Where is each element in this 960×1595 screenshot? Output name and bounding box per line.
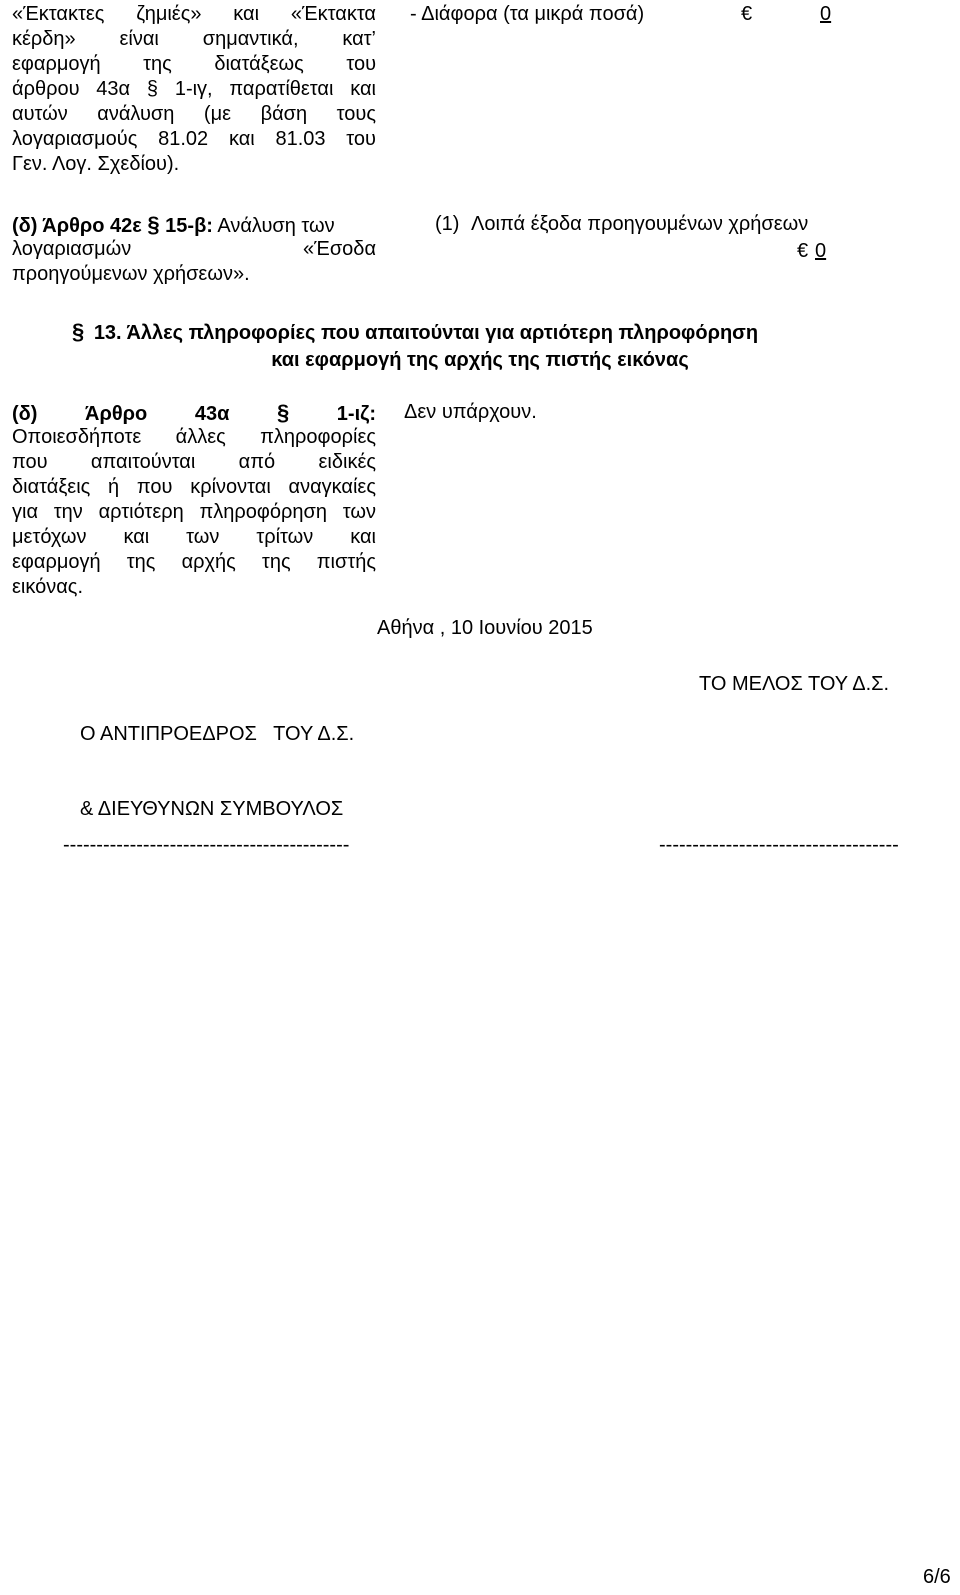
section-13-heading [72,318,758,347]
other-expenses-number: (1) [435,213,460,235]
article-43a-ref-part: Άρθρο [85,403,148,425]
paragraph-line: εικόνας. [12,576,83,598]
section-13-heading-line-2 [100,346,860,374]
article-42e-ref: (δ) Άρθρο 42ε [12,215,142,237]
section-number: 13. [93,322,122,344]
article-42e-word: «Έσοδα [303,238,376,260]
paragraph-line: εφαρμογή της αρχής της πιστής [12,551,376,573]
article-43a-ref-part: 43α [194,403,230,425]
paragraph-line: εφαρμογή της διατάξεως του [12,53,376,75]
section-sign: § [147,212,160,237]
article-42e-line-3: προηγούμενων χρήσεων». [12,263,250,285]
place-date: Αθήνα , 10 Ιουνίου 2015 [377,617,593,639]
left-signature-line: ------------------------------------------- [63,834,350,856]
other-expenses-amount: 0 [815,240,827,262]
paragraph-line: που απαιτούνται από ειδικές [12,451,376,473]
misc-small-amounts-row [410,2,644,27]
article-43a-ref-part: (δ) [12,403,38,425]
page-number: 6/6 [923,1566,951,1588]
paragraph-line: κέρδη» είναι σημαντικά, κατ’ [12,28,376,50]
article-42e-word: λογαριασμών [12,238,132,260]
article-43a-paragraph [12,400,376,600]
section-sign: § [72,319,85,344]
misc-amount: 0 [820,3,832,25]
paragraph-line: αυτών ανάλυση (με βάση τους [12,103,376,125]
extraordinary-items-paragraph [12,2,376,177]
paragraph-line: άρθρου 43α § 1-ιγ, παρατίθεται και [12,78,376,100]
misc-label: - Διάφορα (τα μικρά ποσά) [410,3,645,25]
euro-sign: € [797,240,809,262]
paragraph-line: για την αρτιότερη πληροφόρηση των [12,501,376,523]
paragraph-line: μετόχων και των τρίτων και [12,526,376,548]
article-43a-ref-line [12,400,376,425]
paragraph-line: λογαριασμούς 81.02 και 81.03 του [12,128,376,150]
article-42e-line-1-rest: Ανάλυση των [217,215,335,237]
right-signature-line: ------------------------------------ [659,834,899,856]
article-42e-line-2 [12,237,376,262]
paragraph-line: Οποιεσδήποτε άλλες πληροφορίες [12,426,376,448]
section-sign: § [276,400,290,425]
section-title-line-1: Άλλες πληροφορίες που απαιτούνται για αρτιότερη πληροφόρηση [126,322,759,344]
section-title-line-2: και εφαρμογή της αρχής της πιστής εικόνας [271,349,689,371]
paragraph-line: «Έκτακτες ζημιές» και «Έκτακτα [12,3,376,25]
other-expenses-row [435,212,808,237]
article-42e-paragraph [12,212,376,287]
article-43a-ref-part: 1-ιζ: [336,403,376,425]
paragraph-line: διατάξεις ή που κρίνονται αναγκαίες [12,476,376,498]
left-signatory-title-line-2: & ΔΙΕΥΘΥΝΩΝ ΣΥΜΒΟΥΛΟΣ [80,798,344,820]
other-expenses-label: Λοιπά έξοδα προηγουμένων χρήσεων [471,213,809,235]
article-43a-answer: Δεν υπάρχουν. [404,401,537,423]
paragraph-line: Γεν. Λογ. Σχεδίου). [12,153,180,175]
left-signatory-title [80,672,354,847]
left-signatory-title-line-1: Ο ΑΝΤΙΠΡΟΕΔΡΟΣ ΤΟΥ Δ.Σ. [80,723,355,745]
article-42e-line-1 [12,212,376,237]
right-signatory-title: ΤΟ ΜΕΛΟΣ ΤΟΥ Δ.Σ. [699,673,890,695]
article-42e-ref-number: 15-β: [165,215,213,237]
euro-sign: € [741,3,753,25]
